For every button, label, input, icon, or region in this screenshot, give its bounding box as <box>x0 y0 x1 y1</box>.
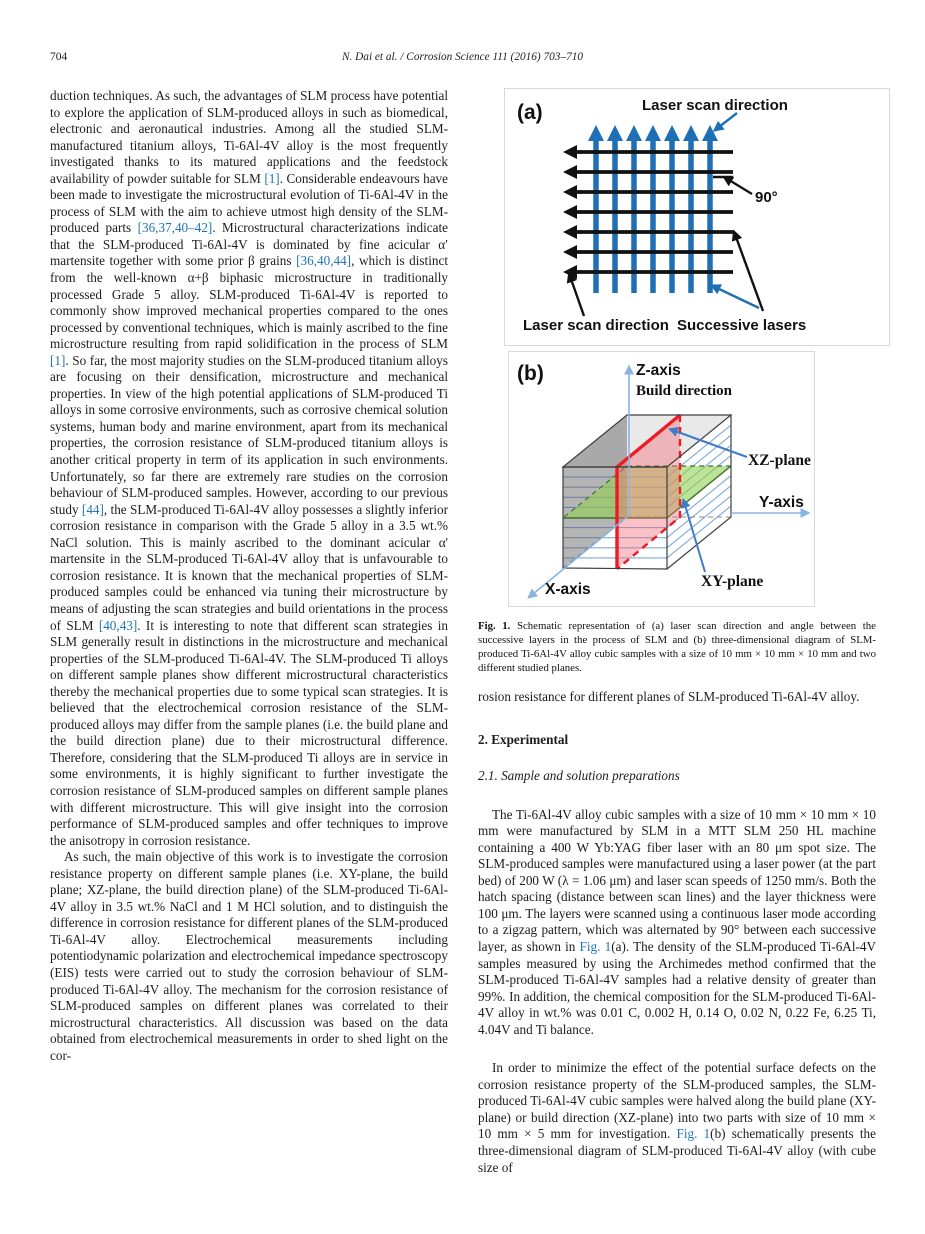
laser-scan-direction-bottom-label: Laser scan direction <box>523 317 669 334</box>
laser-scan-direction-top-label: Laser scan direction <box>642 97 788 114</box>
vertical-laser-scan-arrows <box>596 137 710 293</box>
panel-b-marker: (b) <box>517 362 544 385</box>
citation-link[interactable]: [36,40,44] <box>296 253 352 269</box>
figure-1 <box>478 88 876 675</box>
y-axis-label: Y-axis <box>759 494 804 511</box>
caption-lead: Fig. 1. <box>478 620 511 632</box>
angle-label: 90° <box>755 189 778 206</box>
cube-diagram <box>509 352 814 606</box>
citation-link[interactable]: Fig. 1 <box>579 939 612 955</box>
citation-link[interactable]: [1] <box>50 352 66 368</box>
laser-scan-diagram <box>505 89 889 345</box>
figure-1-caption: Fig. 1. Schematic representation of (a) laser scan direction and angle between the successive layers in the process of SLM and (b) three-dimensional diagram of SLM-produced Ti-6Al-4V alloy cubic samples with a size of 10 mm × 10 mm × 10 mm and two different studied planes. <box>478 620 876 674</box>
section-heading: 2. Experimental <box>478 731 569 747</box>
figure-1b-panel <box>508 351 815 607</box>
paragraph: As such, the main objective of this work is to investigate the corrosion resistance property on different sample planes (i.e. XY-plane, the build plane; XZ-plane, the build direction plane) of the SLM-produced Ti-6Al-4V alloy in 3.5 wt.% NaCl and 1 M HCl solution, and to distinguish the difference in corrosion resistance for different planes of the SLM-produced Ti-6Al-4V alloy. Electrochemical measurements including potentiodynamic polarization and electrochemical impedance spectroscopy (EIS) tests were carried out to study the corrosion behaviour of SLM-produced Ti-6Al-4V alloy. The mechanism for the corrosion resistance of SLM-produced samples on different planes was correlated to their microstructural characteristics. All discussion was based on the data obtained from electrochemical measurements in order to shed light on the cor- <box>50 849 448 1063</box>
citation-link[interactable]: [44] <box>81 501 104 517</box>
citation-link[interactable]: [1] <box>264 170 280 186</box>
running-head: N. Dai et al. / Corrosion Science 111 (2016) 703–710 <box>341 51 584 63</box>
xz-plane-label: XZ-plane <box>748 452 811 469</box>
build-direction-label: Build direction <box>636 383 732 399</box>
panel-a-marker: (a) <box>517 101 543 124</box>
xy-plane-label: XY-plane <box>701 573 764 590</box>
figure-1a-panel <box>504 88 890 346</box>
paragraph: rosion resistance for different planes of SLM-produced Ti-6Al-4V alloy. <box>478 689 860 704</box>
top-label-pointer-arrow <box>719 113 737 127</box>
successive-lasers-label: Successive lasers <box>677 317 807 334</box>
paragraph: duction techniques. As such, the advantages of SLM process have potential to explore the application of SLM-produced alloys in such as biomedical, electronic and aeronautical industries. Among all the studied SLM-manufactured titanium alloys, Ti-6Al-4V alloy is the most frequently investigated thanks to its matured applications and the feedstock availability of powder suitable for SLM [1]. Considerable endeavours have been made to investigate the microstructural evolution of Ti-6Al-4V in the process of SLM with the aim to achieve utmost high density of the SLM-produced parts [36,37,40–42]. Microstructural characterizations indicate that the SLM-produced Ti-6Al-4V is dominated by fine acicular α′ martensite together with some prior β grains [36,40,44], which is distinct from the well-known α+β biphasic microstructure in traditionally processed Grade 5 alloy. SLM-produced Ti-6Al-4V is reported to commonly show improved mechanical properties compared to the ones processed by conventional techniques, which is mainly ascribed to the fine microstructure resulting from rapid solidification in the process of SLM [1]. So far, the most majority studies on the SLM-produced titanium alloys are focusing on their densification, microstructure and mechanical properties. In view of the high potential applications of SLM-produced Ti alloys in some corrosive environments, such as corrosive chemical solution systems, human body and marine environment, apart from its mechanical properties, the corrosion resistance of SLM-produced titanium alloys is another critical property in term of its application in such environments. Unfortunately, so far there are extremely rare studies on the corrosion behaviour of SLM-produced samples. However, according to our previous study [44], the SLM-produced Ti-6Al-4V alloy possesses a slightly inferior corrosion resistance in comparison with the Grade 5 alloy in a 3.5 wt.% NaCl solution. This is mainly ascribed to the dominant acicular α' martensite in the SLM-produced Ti-6Al-4V alloy that is unfavourable to corrosion resistance. It is known that the mechanical properties of SLM-produced samples could be enhanced via tuning their microstructure by means of adjusting the scan strategies and build orientations in the process of SLM [40,43]. It is interesting to note that different scan strategies in SLM generally result in distinctions in the microstructure and mechanical properties of the SLM-produced Ti-6Al-4V. The SLM-produced Ti alloys on different sample planes show different microstructural characteristics thereby the mechanical properties due to some typical scan strategies. It is believed that the electrochemical corrosion resistance of the SLM-produced alloys may differ from the sample planes (i.e. the build plane and the build direction plane) due to their microstructural difference. Therefore, considering that the SLM-produced Ti alloys are in service in some environments, it is highly significant to further investigate the corrosion resistance of SLM-produced samples on different sample planes with different microstructure. This will give insight into the corrosion performance of SLM-produced samples and offer techniques to improve the anisotropy in corrosion resistance. <box>50 88 449 848</box>
page-number: 704 <box>50 51 68 63</box>
citation-link[interactable]: Fig. 1 <box>676 1126 711 1142</box>
right-column <box>478 88 876 1176</box>
z-axis-label: Z-axis <box>636 362 681 379</box>
successive-lasers-blue-arrow <box>717 288 759 308</box>
left-column <box>50 88 448 1064</box>
citation-link[interactable]: [36,37,40–42] <box>137 220 213 236</box>
subsection-heading: 2.1. Sample and solution preparations <box>478 768 680 784</box>
paragraph: In order to minimize the effect of the potential surface defects on the corrosion resistance property of the SLM-produced samples, the SLM-produced Ti-6Al-4V cubic samples were halved along the build plane (XY-plane) or build direction (XZ-plane) into two parts with size of 10 mm × 10 mm × 5 mm for investigation. Fig. 1(b) schematically presents the three-dimensional diagram of SLM-produced Ti-6Al-4V alloy (with cube size of <box>478 1060 876 1175</box>
bottom-left-pointer-arrow <box>571 279 584 316</box>
citation-link[interactable]: [40,43] <box>98 617 138 633</box>
paragraph: The Ti-6Al-4V alloy cubic samples with a size of 10 mm × 10 mm × 10 mm were manufactured by SLM in a MTT SLM 250 HL machine containing a 400 W Yb:YAG fiber laser with an 80 μm spot size. The SLM-produced samples were manufactured using a laser power (at the part bed) of 200 W (λ = 1.06 μm) and laser scan speeds of 1250 mm/s. Both the hatch spacing (distance between scan lines) and the layer thickness were 100 μm. The layers were scanned using a continuous laser mode according to a zigzag pattern, which was alternated by 90° between each successive layer, as shown in Fig. 1(a). The density of the SLM-produced Ti-6Al-4V samples measured by using the Archimedes method confirmed that the SLM-produced Ti-6Al-4V samples had a relative density of greater than 99%. In addition, the chemical composition for the SLM-produced Ti-6Al-4V alloy in wt.% was 0.01 C, 0.002 H, 0.14 O, 0.02 N, 0.22 Fe, 6.25 Ti, 4.04V and Ti balance. <box>478 806 876 1037</box>
x-axis-label: X-axis <box>545 581 591 598</box>
